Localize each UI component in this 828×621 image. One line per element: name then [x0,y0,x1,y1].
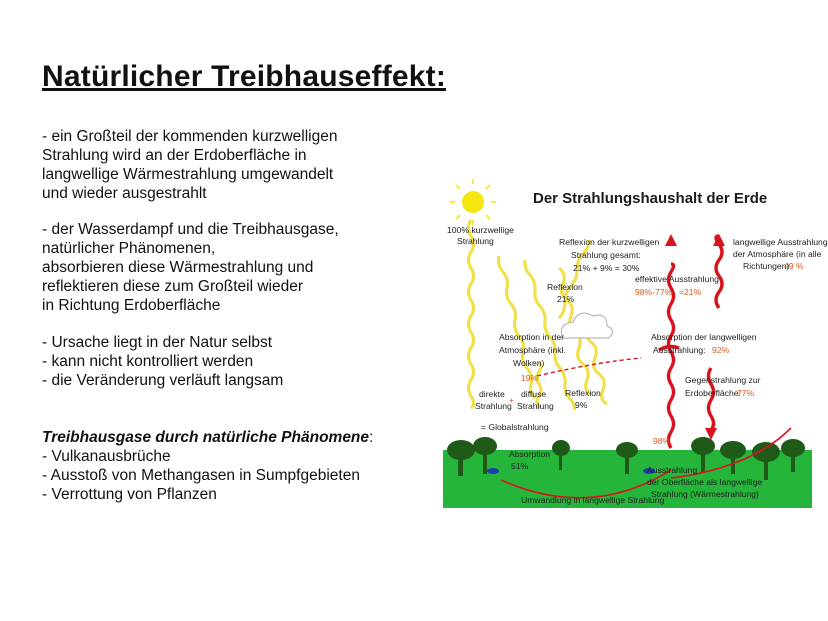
label-reflection-total-2: Strahlung gesamt: [571,250,641,260]
label-reflection-total-3: 21% + 9% = 30% [573,263,640,273]
figure-title: Der Strahlungshaushalt der Erde [533,190,768,207]
label-atmosphere-emission-1: langwellige Ausstrahlung [733,237,828,247]
label-direct-2: Strahlung [475,401,512,411]
label-surface-emission-1: Ausstrahlung [647,465,698,475]
label-atmosphere-emission-4: 49 % [784,261,804,271]
label-effective-2: 98%-77% [635,287,673,297]
label-atmosphere-emission-3: Richtungen) [743,261,790,271]
phenomena-list: - Vulkanausbrüche - Ausstoß von Methangasen in Sumpfgebieten - Verrottung von Pflanzen [42,448,360,503]
label-effective-1: effektive Ausstrahlung [635,274,719,284]
label-plus: + [509,395,515,405]
label-direct-1: direkte [479,389,505,399]
text-block-causes: - Ursache liegt in der Natur selbst - kann nicht kontrolliert werden - die Veränderung verläuft langsam [42,334,284,389]
label-absorption-ground-1: Absorption [509,449,551,459]
label-absorption-atm-4: 19% [521,373,539,383]
label-global: = Globalstrahlung [481,422,549,432]
label-reflection-9-1: Reflexion [565,388,601,398]
label-absorption-lw-1: Absorption der langwelligen [651,332,757,342]
label-absorption-ground-2: 51% [511,461,529,471]
label-diffuse-2: Strahlung [517,401,554,411]
label-conversion: Umwandlung in langwellige Strahlung [521,495,665,505]
label-reflection-21-2: 21% [557,294,575,304]
label-reflection-total-1: Reflexion der kurzwelligen [559,237,660,247]
label-surface-emission-3: Strahlung (Wärmestrahlung) [651,489,759,499]
phenomena-heading: Treibhausgase durch natürliche Phänomene [42,429,370,446]
label-effective-3: =21% [679,287,702,297]
water-icon [487,468,499,474]
radiation-budget-figure [441,178,828,511]
label-incoming-1: 100% kurzwellige [447,225,514,235]
label-backradiation-1: Gegenstrahlung zur [685,375,761,385]
text-block-absorption: - der Wasserdampf und die Treibhausgase, natürlicher Phänomenen, absorbieren diese Wärmestrahlung und reflektieren diese zum Großteil wieder in Richtung Erdoberfläche [42,221,339,314]
radiation-budget-diagram [441,178,828,511]
label-diffuse-1: diffuse [521,389,547,399]
label-absorption-lw-3: 92% [712,345,730,355]
label-surface-emission-2: der Oberfläche als langwellige [647,477,763,487]
longwave-arrows [659,236,722,448]
label-absorption-atm-1: Absorption in der [499,332,564,342]
label-98: 98% [653,436,671,446]
label-absorption-atm-2: Atmosphäre (inkl. [499,345,566,355]
label-incoming-2: Strahlung [457,236,494,246]
text-block-phenomena [42,428,373,504]
label-absorption-atm-3: Wolken) [513,358,545,368]
label-backradiation-2: Erdoberfläche: [685,388,741,398]
page-title: Natürlicher Treibhauseffekt: [42,60,447,93]
label-reflection-9-2: 9% [575,400,588,410]
phenomena-colon: : [369,429,374,446]
label-atmosphere-emission-2: der Atmosphäre (in alle [733,249,822,259]
label-backradiation-3: 77% [737,388,755,398]
label-absorption-lw-2: Ausstrahlung: [653,345,706,355]
text-block-process: - ein Großteil der kommenden kurzwelligen Strahlung wird an der Erdoberfläche in langwellige Wärmestrahlung umgewandelt und wieder ausgestrahlt [42,128,338,202]
label-reflection-21-1: Reflexion [547,282,583,292]
sun-icon [462,191,484,213]
